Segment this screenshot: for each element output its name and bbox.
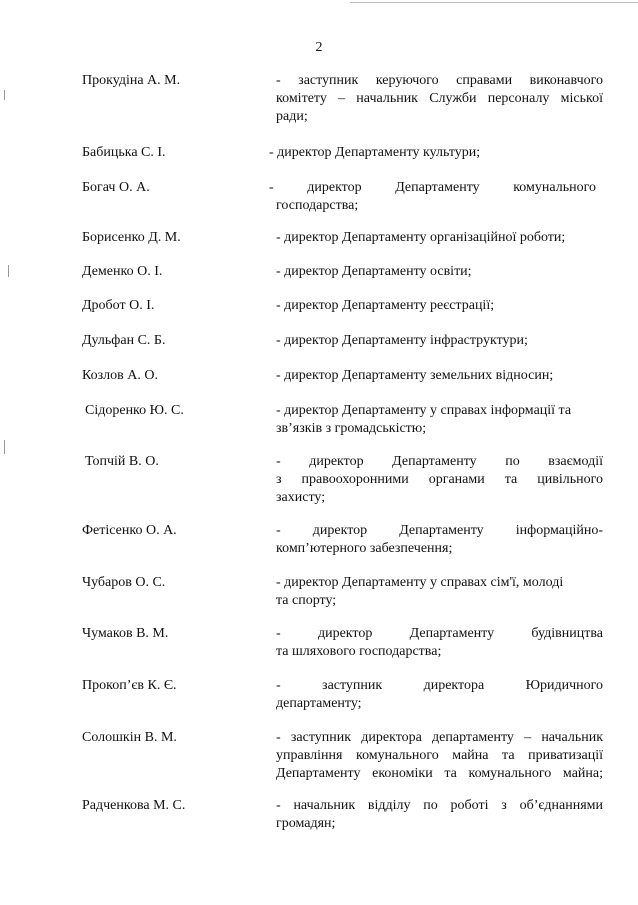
staff-position bbox=[276, 677, 603, 713]
position-text-line: - директор Департаменту по взаємодії bbox=[276, 454, 603, 469]
staff-position bbox=[276, 332, 603, 350]
position-text-line: - директор Департаменту земельних відносин; bbox=[276, 368, 554, 383]
position-text-line: - директор Департаменту освіти; bbox=[276, 264, 472, 279]
staff-position bbox=[276, 367, 603, 385]
position-text-line: - директор Департаменту будівництва bbox=[276, 626, 603, 641]
staff-position bbox=[269, 144, 596, 162]
position-text-line: ради; bbox=[276, 109, 308, 124]
position-text-line: - начальник відділу по роботі з об’єднаннями bbox=[276, 798, 603, 813]
position-text-line: з правоохоронними органами та цивільного bbox=[276, 472, 603, 487]
position-text-line: - директор Департаменту організаційної роботи; bbox=[276, 230, 566, 245]
position-text-line: департаменту; bbox=[276, 696, 362, 711]
staff-position bbox=[276, 263, 603, 281]
page-number: 2 bbox=[315, 40, 323, 55]
position-text-line: - заступник директора департаменту – начальник bbox=[276, 730, 603, 745]
scan-edge-mark bbox=[4, 440, 5, 454]
position-text-line: - директор Департаменту культури; bbox=[269, 145, 481, 160]
staff-name: Бабицька С. І. bbox=[82, 145, 166, 160]
position-text-line: та шляхового господарства; bbox=[276, 644, 442, 659]
position-text-line: - директор Департаменту комунального bbox=[269, 180, 596, 195]
staff-name: Козлов А. О. bbox=[82, 368, 158, 383]
position-text-line: - директор Департаменту реєстрації; bbox=[276, 298, 495, 313]
staff-position bbox=[276, 729, 603, 783]
position-text-line: громадян; bbox=[276, 816, 336, 831]
scan-edge-mark bbox=[8, 265, 9, 277]
staff-name: Борисенко Д. М. bbox=[82, 230, 181, 245]
staff-position bbox=[276, 453, 603, 507]
position-text-line: та спорту; bbox=[276, 593, 337, 608]
staff-name: Солошкін В. М. bbox=[82, 730, 177, 745]
staff-name: Чубаров О. С. bbox=[82, 575, 166, 590]
scan-top-line bbox=[350, 2, 638, 3]
staff-name: Деменко О. І. bbox=[82, 264, 163, 279]
position-text-line: Департаменту економіки та комунального майна; bbox=[276, 766, 603, 781]
staff-name: Фетісенко О. А. bbox=[82, 523, 177, 538]
staff-name: Богач О. А. bbox=[82, 180, 150, 195]
staff-name: Прокоп’єв К. Є. bbox=[82, 678, 177, 693]
staff-name: Прокудіна А. М. bbox=[82, 73, 181, 88]
scan-edge-mark bbox=[4, 90, 5, 100]
position-text-line: - директор Департаменту інфраструктури; bbox=[276, 333, 528, 348]
staff-position bbox=[276, 402, 603, 438]
position-text-line: - директор Департаменту у справах інформації та bbox=[276, 403, 572, 418]
position-text-line: зв’язків з громадськістю; bbox=[276, 421, 427, 436]
staff-position bbox=[276, 297, 603, 315]
position-text-line: - директор Департаменту інформаційно- bbox=[276, 523, 603, 538]
position-text-line: - директор Департаменту у справах сім'ї, молоді bbox=[276, 575, 564, 590]
position-text-line: комп’ютерного забезпечення; bbox=[276, 541, 453, 556]
staff-name: Дульфан С. Б. bbox=[82, 333, 166, 348]
staff-position bbox=[276, 625, 603, 661]
staff-position bbox=[276, 229, 603, 247]
staff-position bbox=[276, 574, 603, 610]
position-text-line: - заступник керуючого справами виконавчого bbox=[276, 73, 603, 88]
staff-name: Радченкова М. С. bbox=[82, 798, 186, 813]
staff-name: Дробот О. І. bbox=[82, 298, 155, 313]
position-text-line: господарства; bbox=[276, 198, 359, 213]
position-text-line: - заступник директора Юридичного bbox=[276, 678, 603, 693]
staff-name: Сідоренко Ю. С. bbox=[85, 403, 184, 418]
staff-position bbox=[269, 179, 596, 215]
position-text-line: управління комунального майна та приватизації bbox=[276, 748, 603, 763]
staff-name: Топчій В. О. bbox=[85, 454, 159, 469]
staff-position bbox=[276, 797, 603, 833]
position-text-line: комітету – начальник Служби персоналу міської bbox=[276, 91, 603, 106]
position-text-line: захисту; bbox=[276, 490, 326, 505]
staff-position bbox=[276, 522, 603, 558]
staff-position bbox=[276, 72, 603, 126]
staff-name: Чумаков В. М. bbox=[82, 626, 169, 641]
